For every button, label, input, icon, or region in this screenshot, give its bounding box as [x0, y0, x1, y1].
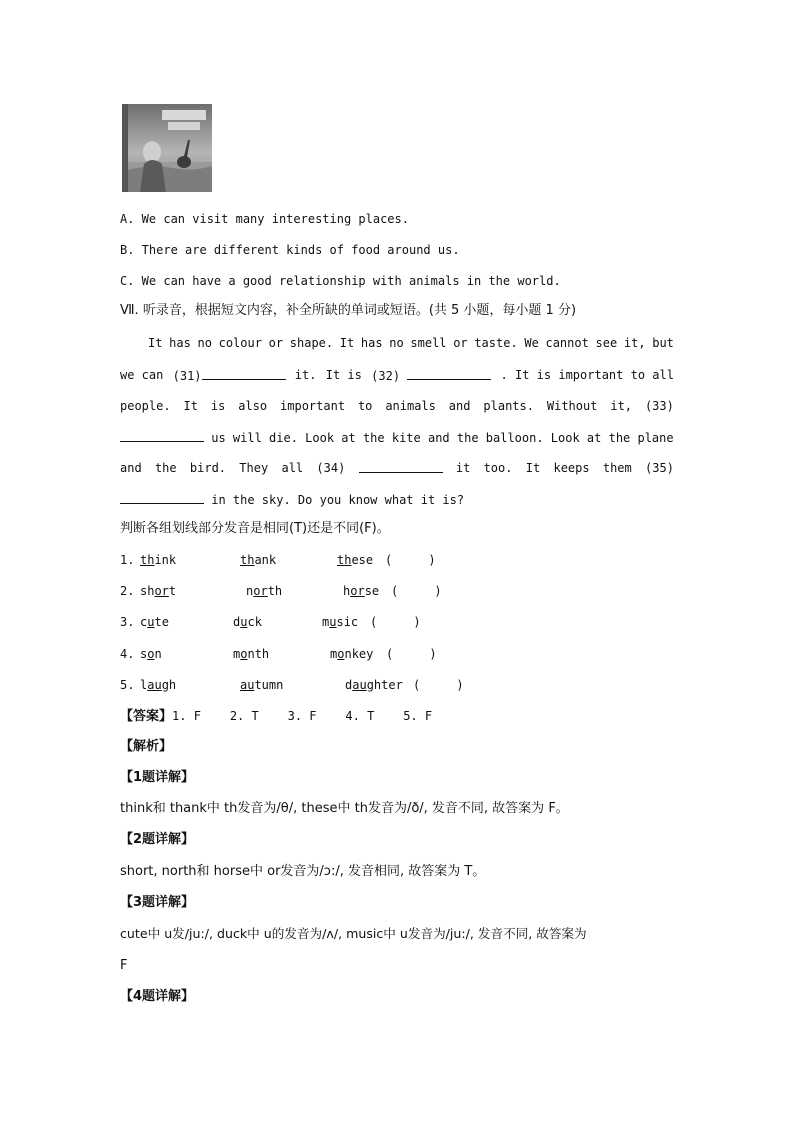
word-part: se: [364, 584, 380, 598]
word-part: ghter: [366, 678, 403, 692]
underlined-letters: th: [140, 553, 155, 567]
word-2: [233, 646, 269, 662]
underlined-letters: u: [240, 615, 248, 629]
passage-line-4: [120, 429, 680, 446]
passage-word: (35): [645, 461, 674, 475]
passage-word: taste.: [474, 336, 518, 350]
blank-32[interactable]: [407, 367, 491, 380]
book-cover-image: [122, 104, 212, 192]
word-part: m: [233, 647, 241, 661]
passage-word: or: [268, 336, 284, 350]
detail-3-title: 【3题详解】: [120, 895, 195, 910]
word-1: [140, 552, 176, 568]
passage-line-2: [120, 367, 680, 384]
passage-word: has: [169, 336, 191, 350]
passage-word: shape.: [289, 336, 334, 350]
passage-word: smell: [410, 336, 447, 350]
passage-word: It: [148, 336, 163, 350]
word-part: gh: [161, 678, 177, 692]
word-part: 2.: [120, 584, 135, 598]
underlined-letters: u: [329, 615, 337, 629]
passage-word: cannot: [545, 336, 589, 350]
answer-parentheses[interactable]: ( ): [370, 615, 421, 629]
answer-parentheses[interactable]: ( ): [385, 553, 436, 567]
item-number: [120, 583, 134, 599]
word-part: 4.: [120, 647, 135, 661]
passage-word: has: [360, 336, 383, 350]
passage-word: It: [339, 336, 355, 350]
blank-number-31: (31): [172, 369, 202, 383]
word-part: n: [154, 647, 162, 661]
passage-text: us will die. Look at the kite and the balloon. Look at the plane: [211, 431, 674, 445]
word-part: tumn: [254, 678, 284, 692]
word-3: [337, 552, 373, 568]
word-1: [140, 614, 169, 630]
passage-word: too.: [483, 461, 513, 475]
word-part: 3.: [120, 615, 135, 629]
word-part: c: [140, 615, 148, 629]
passage-word: all: [281, 461, 304, 475]
analysis-label: 【解析】: [120, 739, 173, 754]
blank-33[interactable]: [120, 429, 204, 442]
word-part: ese: [351, 553, 374, 567]
blank-number-32: (32): [371, 369, 401, 383]
word-part: t: [168, 584, 177, 598]
passage-word: bird.: [189, 461, 227, 475]
underlined-letters: or: [350, 584, 365, 598]
item-number: [120, 646, 134, 662]
underlined-letters: au: [147, 678, 162, 692]
passage-word: it: [455, 461, 471, 475]
passage-word: people.: [120, 399, 171, 413]
word-2: [246, 583, 282, 599]
blank-34[interactable]: [359, 460, 443, 473]
word-part: nth: [247, 647, 270, 661]
passage-text: we can: [120, 368, 164, 382]
item-number: [120, 614, 134, 630]
word-3: [330, 646, 373, 662]
passage-word: and: [448, 399, 471, 413]
answer-parentheses[interactable]: ( ): [386, 647, 437, 661]
passage-word: is: [210, 399, 226, 413]
phonics-heading: 判断各组划线部分发音是相同(T)还是不同(F)。: [120, 521, 390, 536]
word-part: te: [154, 615, 169, 629]
passage-word: Without: [546, 399, 598, 413]
word-part: ink: [154, 553, 177, 567]
passage-text: It is: [325, 368, 362, 382]
word-1: [140, 583, 176, 599]
passage-word: but: [652, 336, 674, 350]
item-number: [120, 552, 134, 568]
passage-word: colour: [218, 336, 262, 350]
blank-31[interactable]: [202, 367, 286, 380]
word-part: n: [246, 584, 254, 598]
passage-word: or: [453, 336, 468, 350]
passage-word: them: [602, 461, 632, 475]
underlined-letters: u: [147, 615, 155, 629]
passage-word: We: [524, 336, 539, 350]
detail-2-text: short, north和 horse中 or发音为/ɔ:/, 发音相同, 故答案为 T。: [120, 864, 486, 879]
underlined-letters: o: [240, 647, 248, 661]
answer-label: 【答案】: [120, 709, 173, 724]
passage-word: plants.: [483, 399, 534, 413]
passage-word: keeps: [553, 461, 590, 475]
word-part: m: [322, 615, 330, 629]
passage-text: it.: [294, 368, 317, 382]
word-3: [343, 583, 379, 599]
answer-line: [120, 708, 680, 725]
word-part: nkey: [344, 647, 374, 661]
option-c: C. We can have a good relationship with animals in the world.: [120, 274, 561, 288]
word-part: 5.: [120, 678, 135, 692]
passage-line-5: [120, 460, 680, 476]
underlined-letters: th: [240, 553, 255, 567]
passage-word: (33): [644, 399, 674, 413]
detail-1-text: think和 thank中 th发音为/θ/, these中 th发音为/ð/, 发音不同, 故答案为 F。: [120, 801, 569, 816]
detail-1-title: 【1题详解】: [120, 770, 195, 785]
word-part: d: [233, 615, 241, 629]
word-part: 1.: [120, 553, 135, 567]
passage-text: . It is important to all: [500, 368, 674, 382]
option-b: B. There are different kinds of food around us.: [120, 243, 460, 257]
word-part: ck: [247, 615, 262, 629]
word-part: sic: [336, 615, 359, 629]
underlined-letters: au: [352, 678, 367, 692]
word-1: [140, 677, 176, 693]
word-part: s: [140, 647, 148, 661]
passage-word: important: [280, 399, 346, 413]
passage-word: It: [525, 461, 541, 475]
word-2: [233, 614, 262, 630]
passage-word: see: [595, 336, 618, 350]
passage-word: to: [357, 399, 373, 413]
passage-line-6: [120, 491, 680, 508]
word-2: [240, 552, 276, 568]
answer-parentheses[interactable]: ( ): [413, 678, 464, 692]
underlined-letters: o: [147, 647, 155, 661]
word-part: l: [140, 678, 148, 692]
passage-word: They: [239, 461, 269, 475]
passage-line-3: [120, 398, 680, 414]
answer-parentheses[interactable]: ( ): [391, 584, 442, 598]
passage-word: and: [120, 461, 142, 475]
word-part: th: [267, 584, 283, 598]
underlined-letters: o: [337, 647, 345, 661]
blank-35[interactable]: [120, 491, 204, 504]
word-3: [322, 614, 358, 630]
detail-2-title: 【2题详解】: [120, 832, 195, 847]
word-part: h: [343, 584, 351, 598]
word-part: ank: [254, 553, 277, 567]
option-a: A. We can visit many interesting places.: [120, 212, 409, 226]
detail-3-text-cont: F: [120, 958, 128, 973]
detail-4-title: 【4题详解】: [120, 989, 195, 1004]
word-1: [140, 646, 162, 662]
underlined-letters: th: [337, 553, 352, 567]
passage-word: It: [183, 399, 198, 413]
passage-line-1: [148, 335, 674, 351]
word-part: sh: [140, 584, 155, 598]
word-2: [240, 677, 283, 693]
word-part: m: [330, 647, 338, 661]
passage-word: it,: [610, 399, 633, 413]
underlined-letters: or: [253, 584, 268, 598]
passage-word: also: [238, 399, 268, 413]
passage-word: no: [389, 336, 404, 350]
item-number: [120, 677, 134, 693]
passage-word: it,: [623, 336, 646, 350]
underlined-letters: au: [240, 678, 255, 692]
detail-3-text: cute中 u发/ju:/, duck中 u的发音为/ʌ/, music中 u发音为/ju:/, 发音不同, 故答案为: [120, 926, 587, 941]
section-7-heading: Ⅶ. 听录音，根据短文内容，补全所缺的单词或短语。(共 5 小题，每小题 1 分): [120, 303, 577, 318]
passage-word: (34): [316, 461, 346, 475]
passage-text: in the sky. Do you know what it is?: [211, 493, 465, 507]
passage-word: animals: [385, 399, 436, 413]
word-3: [345, 677, 403, 693]
passage-word: no: [197, 336, 212, 350]
underlined-letters: or: [154, 584, 169, 598]
passage-word: the: [154, 461, 177, 475]
answer-text: 1. F 2. T 3. F 4. T 5. F: [172, 709, 433, 723]
word-part: d: [345, 678, 353, 692]
